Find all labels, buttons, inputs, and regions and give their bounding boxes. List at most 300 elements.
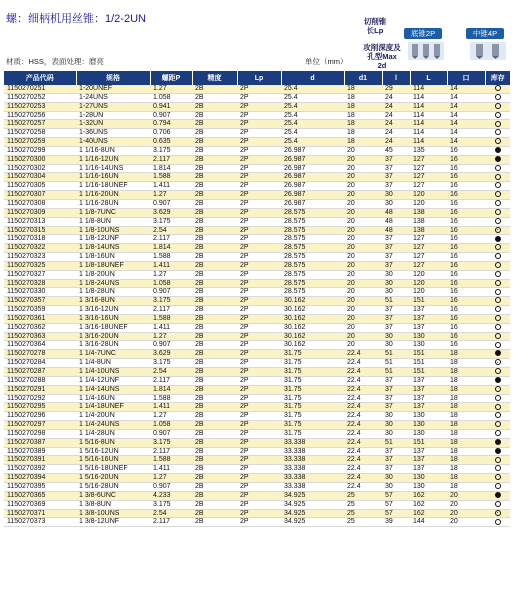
col-d-cell: 33.338 (281, 474, 344, 483)
col-pitch-cell: 3.175 (150, 500, 192, 509)
col-d1-cell: 20 (344, 279, 382, 288)
table-row (4, 208, 510, 217)
col-d-header: d (281, 71, 344, 85)
col-d1-cell: 22.4 (344, 359, 382, 368)
col-d-cell: 28.575 (281, 208, 344, 217)
col-l-cell: 37 (382, 385, 410, 394)
col-square-cell: 18 (447, 412, 485, 421)
col-square-cell: 20 (447, 518, 485, 527)
col-pitch-cell: 1.588 (150, 456, 192, 465)
table-row (4, 456, 510, 465)
stock-filled-circle-icon (495, 492, 501, 498)
col-accuracy-cell: 2B (192, 244, 237, 253)
col-product-code-cell: 1150270287 (4, 368, 76, 377)
title-prefix: 螺： (6, 13, 28, 25)
col-square-cell: 16 (447, 270, 485, 279)
col-product-code-cell: 1150270278 (4, 350, 76, 359)
col-product-code-cell: 1150270299 (4, 146, 76, 155)
col-product-code-cell: 1150270288 (4, 376, 76, 385)
stock-dot-circle-icon (495, 359, 501, 365)
col-accuracy-cell: 2B (192, 261, 237, 270)
col-l-cell: 30 (382, 474, 410, 483)
col-l-cell: 30 (382, 288, 410, 297)
col-l-cell: 37 (382, 182, 410, 191)
col-accuracy-cell: 2B (192, 173, 237, 182)
col-lp-cell: 2P (237, 120, 281, 129)
col-accuracy-cell: 2B (192, 412, 237, 421)
col-d-cell: 31.75 (281, 385, 344, 394)
col-d1-cell: 25 (344, 509, 382, 518)
table-row (4, 376, 510, 385)
col-square-cell: 18 (447, 394, 485, 403)
col-pitch-cell: 0.635 (150, 138, 192, 147)
table-row (4, 85, 510, 93)
col-L-cell: 114 (410, 111, 447, 120)
stock-filled-circle-icon (495, 377, 501, 383)
col-L-cell: 114 (410, 129, 447, 138)
col-L-cell: 135 (410, 146, 447, 155)
col-square-cell: 18 (447, 438, 485, 447)
col-spec-cell: 1 1/4-7UNC (76, 350, 150, 359)
col-d1-cell: 22.4 (344, 394, 382, 403)
col-spec-cell: 1 1/16-12UN (76, 155, 150, 164)
col-d-cell: 31.75 (281, 350, 344, 359)
col-pitch-cell: 2.117 (150, 518, 192, 527)
col-d-cell: 28.575 (281, 261, 344, 270)
col-d1-cell: 20 (344, 182, 382, 191)
col-l-cell: 24 (382, 102, 410, 111)
col-l-cell: 30 (382, 482, 410, 491)
table-row (4, 191, 510, 200)
col-L-cell: 144 (410, 518, 447, 527)
col-L-cell: 138 (410, 226, 447, 235)
col-d-cell: 33.338 (281, 438, 344, 447)
col-square-cell: 14 (447, 85, 485, 93)
stock-cell (485, 182, 510, 191)
stock-cell (485, 164, 510, 173)
col-d1-cell: 22.4 (344, 474, 382, 483)
col-spec-header: 规格 (76, 71, 150, 85)
col-d1-cell: 20 (344, 341, 382, 350)
table-row (4, 217, 510, 226)
col-L-cell: 127 (410, 235, 447, 244)
stock-empty-circle-icon (495, 289, 501, 295)
col-accuracy-cell: 2B (192, 438, 237, 447)
col-accuracy-cell: 2B (192, 253, 237, 262)
col-d1-cell: 22.4 (344, 350, 382, 359)
col-product-code-cell: 1150270256 (4, 111, 76, 120)
col-lp-cell: 2P (237, 412, 281, 421)
col-square-cell: 18 (447, 482, 485, 491)
col-l-cell: 30 (382, 332, 410, 341)
stock-cell (485, 93, 510, 102)
col-d1-cell: 18 (344, 138, 382, 147)
col-d1-cell: 18 (344, 129, 382, 138)
col-d-cell: 28.575 (281, 288, 344, 297)
stock-empty-circle-icon (495, 262, 501, 268)
col-d-cell: 33.338 (281, 482, 344, 491)
col-L-cell: 130 (410, 341, 447, 350)
col-d1-cell: 20 (344, 270, 382, 279)
col-spec-cell: 1 1/16-8UN (76, 146, 150, 155)
col-d-cell: 33.338 (281, 447, 344, 456)
col-spec-cell: 1 3/8-10UNS (76, 509, 150, 518)
col-pitch-cell: 0.907 (150, 111, 192, 120)
table-row (4, 226, 510, 235)
col-d-cell: 28.575 (281, 235, 344, 244)
stock-empty-circle-icon (495, 421, 501, 427)
table-row (4, 138, 510, 147)
col-square-cell: 18 (447, 474, 485, 483)
col-lp-cell: 2P (237, 199, 281, 208)
col-spec-cell: 1 1/16-20UN (76, 191, 150, 200)
col-l-cell: 37 (382, 447, 410, 456)
col-accuracy-cell: 2B (192, 120, 237, 129)
table-row (4, 279, 510, 288)
table-row (4, 182, 510, 191)
col-d1-cell: 22.4 (344, 368, 382, 377)
col-accuracy-cell: 2B (192, 509, 237, 518)
stock-filled-circle-icon (495, 350, 501, 356)
col-lp-cell: 2P (237, 314, 281, 323)
col-d-cell: 31.75 (281, 376, 344, 385)
col-L-cell: 120 (410, 288, 447, 297)
stock-empty-circle-icon (495, 315, 501, 321)
stock-cell (485, 155, 510, 164)
stock-cell (485, 491, 510, 500)
col-pitch-cell: 0.907 (150, 482, 192, 491)
col-square-cell: 16 (447, 341, 485, 350)
table-header-row (4, 71, 510, 85)
col-l-cell: 37 (382, 403, 410, 412)
col-L-cell: 127 (410, 155, 447, 164)
col-accuracy-cell: 2B (192, 208, 237, 217)
col-d-cell: 30.162 (281, 306, 344, 315)
col-spec-cell: 1 1/16-28UN (76, 199, 150, 208)
col-L-cell: 137 (410, 456, 447, 465)
stock-cell (485, 500, 510, 509)
stock-empty-circle-icon (495, 253, 501, 259)
col-l-cell: 30 (382, 191, 410, 200)
col-L-cell: 130 (410, 482, 447, 491)
col-square-cell: 16 (447, 164, 485, 173)
col-d1-cell: 18 (344, 85, 382, 93)
col-product-code-cell: 1150270251 (4, 85, 76, 93)
col-square-cell: 16 (447, 244, 485, 253)
col-pitch-cell: 3.175 (150, 438, 192, 447)
col-pitch-cell: 0.907 (150, 341, 192, 350)
col-L-cell: 151 (410, 368, 447, 377)
table-row (4, 403, 510, 412)
col-l-cell: 48 (382, 217, 410, 226)
col-l-cell: 30 (382, 199, 410, 208)
col-product-code-cell: 1150270328 (4, 279, 76, 288)
col-product-code-cell: 1150270307 (4, 191, 76, 200)
col-spec-cell: 1 1/8-20UN (76, 270, 150, 279)
table-row (4, 173, 510, 182)
col-d1-cell: 20 (344, 314, 382, 323)
col-d1-cell: 20 (344, 199, 382, 208)
col-L-cell: 151 (410, 359, 447, 368)
stock-cell (485, 518, 510, 527)
col-accuracy-cell: 2B (192, 191, 237, 200)
col-L-cell: 114 (410, 85, 447, 93)
col-l-cell: 37 (382, 323, 410, 332)
col-pitch-cell: 1.27 (150, 270, 192, 279)
col-pitch-cell: 1.814 (150, 164, 192, 173)
col-square-cell: 14 (447, 93, 485, 102)
col-spec-cell: 1 5/16-18UNEF (76, 465, 150, 474)
col-d1-cell: 20 (344, 226, 382, 235)
col-l-cell: 37 (382, 376, 410, 385)
table-row (4, 465, 510, 474)
stock-cell (485, 332, 510, 341)
stock-empty-circle-icon (495, 112, 501, 118)
col-square-cell: 16 (447, 173, 485, 182)
col-square-cell: 16 (447, 217, 485, 226)
col-d-cell: 26.987 (281, 146, 344, 155)
col-product-code-cell: 1150270302 (4, 164, 76, 173)
col-pitch-cell: 3.175 (150, 359, 192, 368)
col-lp-cell: 2P (237, 111, 281, 120)
col-lp-cell: 2P (237, 394, 281, 403)
col-spec-cell: 1-20UNEF (76, 85, 150, 93)
col-L-cell: 114 (410, 138, 447, 147)
col-square-cell: 18 (447, 368, 485, 377)
col-product-code-cell: 1150270257 (4, 120, 76, 129)
stock-cell (485, 323, 510, 332)
col-lp-cell: 2P (237, 253, 281, 262)
table-row (4, 323, 510, 332)
col-pitch-cell: 1.588 (150, 253, 192, 262)
col-l-cell: 57 (382, 500, 410, 509)
col-spec-cell: 1-27UNS (76, 102, 150, 111)
col-L-cell: 138 (410, 217, 447, 226)
table-row (4, 270, 510, 279)
col-L-cell: 120 (410, 191, 447, 200)
col-square-cell: 16 (447, 191, 485, 200)
col-d1-cell: 22.4 (344, 385, 382, 394)
col-square-cell: 16 (447, 288, 485, 297)
col-d1-cell: 18 (344, 93, 382, 102)
col-L-cell: 162 (410, 491, 447, 500)
col-pitch-cell: 3.629 (150, 350, 192, 359)
col-pitch-cell: 1.27 (150, 85, 192, 93)
col-product-code-cell: 1150270253 (4, 102, 76, 111)
col-spec-cell: 1 1/8-12UNF (76, 235, 150, 244)
table-row (4, 412, 510, 421)
col-d-cell: 28.575 (281, 279, 344, 288)
col-lp-cell: 2P (237, 323, 281, 332)
col-L-cell: 120 (410, 199, 447, 208)
col-square-cell: 18 (447, 447, 485, 456)
stock-cell (485, 288, 510, 297)
col-lp-cell: 2P (237, 244, 281, 253)
col-L-cell: 114 (410, 102, 447, 111)
tapping-depth-label: 攻削深度及孔型Max 2d (363, 43, 401, 70)
col-d-cell: 25.4 (281, 85, 344, 93)
col-d-cell: 31.75 (281, 412, 344, 421)
stock-cell (485, 253, 510, 262)
col-square-cell: 18 (447, 465, 485, 474)
col-spec-cell: 1 3/16-12UN (76, 306, 150, 315)
stock-cell (485, 235, 510, 244)
col-lp-cell: 2P (237, 500, 281, 509)
col-d1-cell: 20 (344, 191, 382, 200)
stock-cell (485, 421, 510, 430)
col-accuracy-cell: 2B (192, 111, 237, 120)
col-accuracy-cell: 2B (192, 129, 237, 138)
col-L-cell: 137 (410, 314, 447, 323)
col-accuracy-cell: 2B (192, 491, 237, 500)
table-row (4, 385, 510, 394)
stock-empty-circle-icon (495, 191, 501, 197)
stock-cell (485, 447, 510, 456)
col-square-cell: 18 (447, 376, 485, 385)
col-accuracy-cell: 2B (192, 465, 237, 474)
col-product-code-cell: 1150270389 (4, 447, 76, 456)
col-l-cell: 37 (382, 465, 410, 474)
col-spec-cell: 1 1/16-16UN (76, 173, 150, 182)
col-l-header: l (382, 71, 410, 85)
col-lp-cell: 2P (237, 447, 281, 456)
stock-empty-circle-icon (495, 333, 501, 339)
stock-filled-circle-icon (495, 147, 501, 153)
col-d-cell: 25.4 (281, 129, 344, 138)
col-L-cell: 130 (410, 332, 447, 341)
col-accuracy-cell: 2B (192, 199, 237, 208)
col-pitch-cell: 2.117 (150, 376, 192, 385)
stock-dot-circle-icon (495, 510, 501, 516)
col-d-cell: 31.75 (281, 421, 344, 430)
table-row (4, 155, 510, 164)
col-d-cell: 33.338 (281, 456, 344, 465)
stock-empty-circle-icon (495, 474, 501, 480)
col-d1-cell: 25 (344, 491, 382, 500)
col-square-cell: 16 (447, 297, 485, 306)
col-pitch-cell: 3.629 (150, 208, 192, 217)
col-L-cell: 130 (410, 412, 447, 421)
table-row (4, 518, 510, 527)
col-L-cell: 120 (410, 279, 447, 288)
col-pitch-cell: 3.175 (150, 217, 192, 226)
col-product-code-cell: 1150270361 (4, 314, 76, 323)
col-d-cell: 33.338 (281, 465, 344, 474)
col-accuracy-cell: 2B (192, 385, 237, 394)
col-spec-cell: 1 3/16-16UN (76, 314, 150, 323)
stock-cell (485, 199, 510, 208)
col-square-cell: 16 (447, 182, 485, 191)
col-lp-cell: 2P (237, 376, 281, 385)
col-lp-cell: 2P (237, 491, 281, 500)
col-d-cell: 28.575 (281, 226, 344, 235)
col-spec-cell: 1 3/16-28UN (76, 341, 150, 350)
col-lp-cell: 2P (237, 270, 281, 279)
col-accuracy-cell: 2B (192, 297, 237, 306)
stock-empty-circle-icon (495, 103, 501, 109)
col-product-code-cell: 1150270297 (4, 421, 76, 430)
stock-cell (485, 314, 510, 323)
col-accuracy-cell: 2B (192, 85, 237, 93)
table-row (4, 102, 510, 111)
col-l-cell: 51 (382, 438, 410, 447)
table-row (4, 500, 510, 509)
col-d1-cell: 20 (344, 164, 382, 173)
col-product-code-cell: 1150270359 (4, 306, 76, 315)
table-row (4, 93, 510, 102)
table-row (4, 146, 510, 155)
col-square-cell: 20 (447, 500, 485, 509)
col-accuracy-cell: 2B (192, 164, 237, 173)
stock-cell (485, 403, 510, 412)
col-L-cell: 127 (410, 244, 447, 253)
stock-cell (485, 341, 510, 350)
col-accuracy-cell: 2B (192, 235, 237, 244)
table-row (4, 350, 510, 359)
stock-cell (485, 208, 510, 217)
col-pitch-cell: 1.411 (150, 465, 192, 474)
col-product-code-cell: 1150270304 (4, 173, 76, 182)
stock-cell (485, 261, 510, 270)
col-square-cell: 18 (447, 350, 485, 359)
stock-cell (485, 120, 510, 129)
col-lp-cell: 2P (237, 332, 281, 341)
stock-cell (485, 394, 510, 403)
stock-cell (485, 465, 510, 474)
stock-empty-circle-icon (495, 174, 501, 180)
col-accuracy-cell: 2B (192, 226, 237, 235)
stock-cell (485, 146, 510, 155)
col-lp-cell: 2P (237, 456, 281, 465)
col-lp-cell: 2P (237, 474, 281, 483)
col-lp-cell: 2P (237, 385, 281, 394)
col-d-cell: 25.4 (281, 93, 344, 102)
col-L-cell: 137 (410, 323, 447, 332)
col-L-cell: 127 (410, 261, 447, 270)
col-spec-cell: 1 5/16-28UN (76, 482, 150, 491)
chamfer-length-label: 切削锥长Lp (363, 17, 387, 35)
col-pitch-cell: 0.706 (150, 129, 192, 138)
col-pitch-cell: 1.27 (150, 191, 192, 200)
stock-cell (485, 412, 510, 421)
stock-cell (485, 297, 510, 306)
col-spec-cell: 1 1/8-18UNEF (76, 261, 150, 270)
col-d1-cell: 22.4 (344, 482, 382, 491)
col-lp-cell: 2P (237, 93, 281, 102)
col-spec-cell: 1-36UNS (76, 129, 150, 138)
stock-cell (485, 102, 510, 111)
col-d-cell: 28.575 (281, 253, 344, 262)
col-d-cell: 25.4 (281, 102, 344, 111)
stock-empty-circle-icon (495, 395, 501, 401)
stock-empty-circle-icon (495, 218, 501, 224)
col-accuracy-cell: 2B (192, 182, 237, 191)
col-lp-cell: 2P (237, 279, 281, 288)
col-pitch-cell: 0.907 (150, 199, 192, 208)
col-l-cell: 57 (382, 509, 410, 518)
col-accuracy-cell: 2B (192, 138, 237, 147)
col-accuracy-cell: 2B (192, 447, 237, 456)
table-body (4, 85, 510, 527)
col-square-cell: 16 (447, 199, 485, 208)
col-d-cell: 31.75 (281, 359, 344, 368)
col-d1-cell: 20 (344, 288, 382, 297)
stock-cell (485, 270, 510, 279)
col-product-code-cell: 1150270369 (4, 500, 76, 509)
col-d-cell: 34.925 (281, 491, 344, 500)
table-row (4, 394, 510, 403)
col-accuracy-cell: 2B (192, 306, 237, 315)
